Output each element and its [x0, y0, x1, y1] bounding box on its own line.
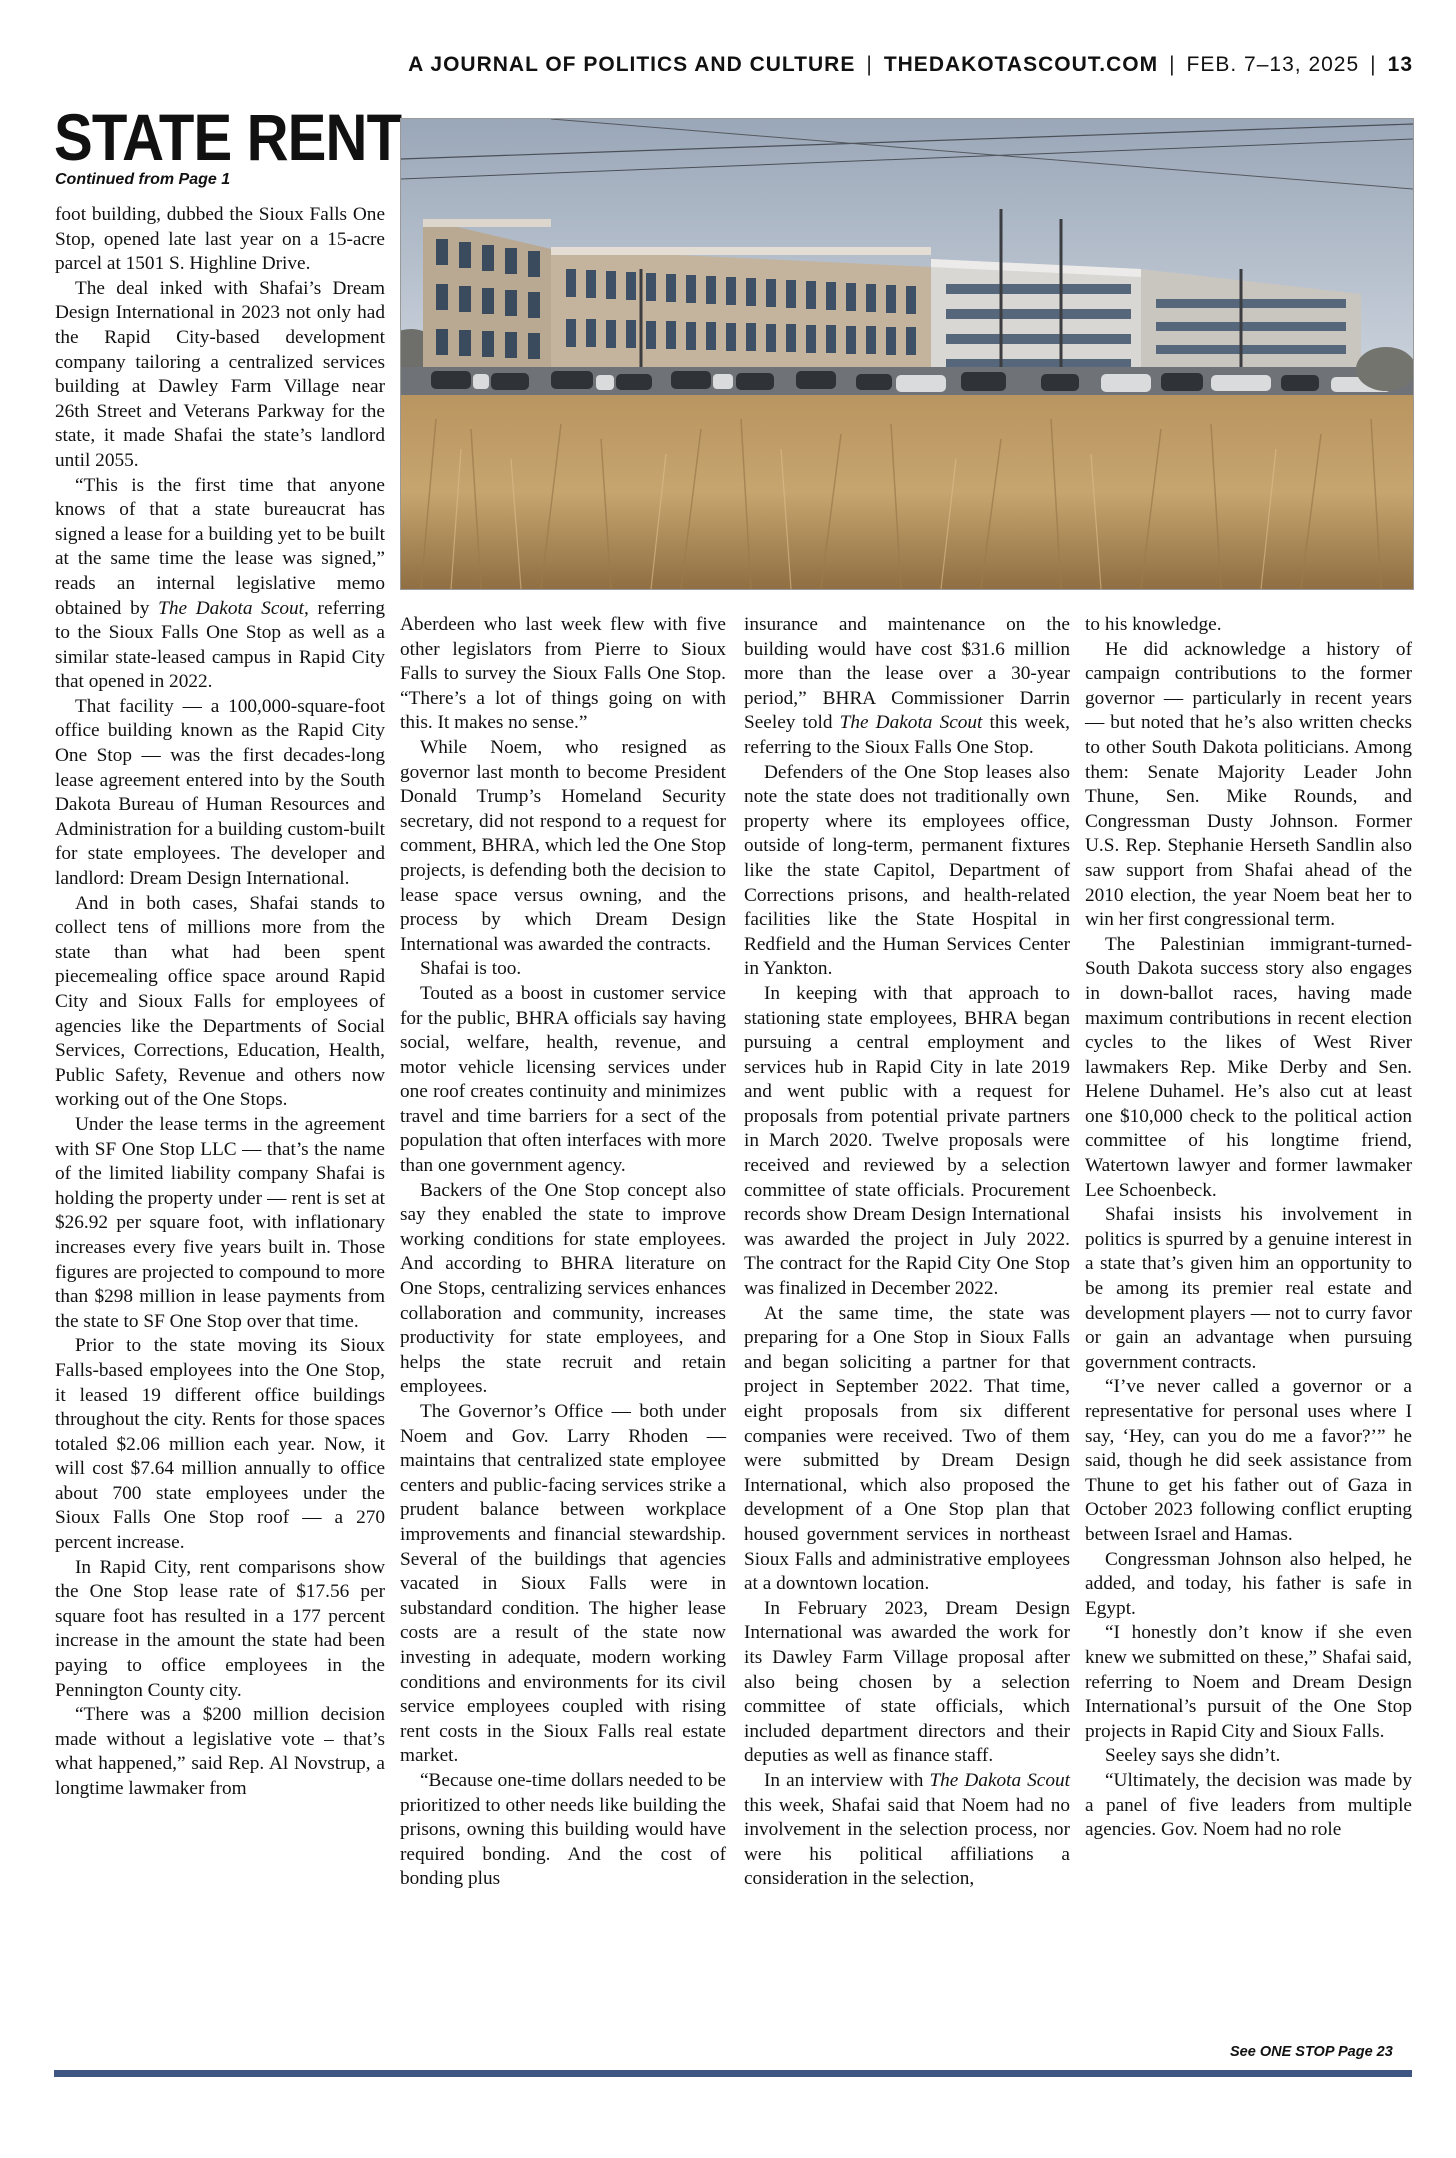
paragraph: While Noem, who resigned as governor last month to become President Donald Trump’s Homeland Security secretary, did not respond to a request for comment, BHRA, which led the One Stop projects, is defending both the decision to lease space versus owning, and the process by which Dream Design International was awarded the contracts.: [400, 736, 726, 955]
paragraph: to his knowledge.: [1085, 614, 1222, 635]
paragraph: At the same time, the state was preparing for a One Stop in Sioux Falls and began soliciting a partner for that project in September 2022. That time, eight proposals from six different companies were received. Two of them were submitted by Dream Design International, which also proposed the development of a One Stop plan that housed government services in northeast Sioux Falls and administrative employees at a downtown location.: [744, 1302, 1070, 1595]
article-column-1: [55, 203, 385, 1802]
paragraph: The Palestinian immigrant-turned-South Dakota success story also engages in down-ballot races, having made maximum contributions in recent election cycles to the likes of West River lawmakers Rep. Mike Derby and Sen. Helene Duhamel. He’s also cut at least one $10,000 check to the political action committee of his longtime friend, Watertown lawyer and former lawmaker Lee Schoenbeck.: [1085, 933, 1412, 1201]
issue-date: FEB. 7–13, 2025: [1186, 53, 1360, 76]
paragraph: “Because one-time dollars needed to be prioritized to other needs like building the prisons, owning this building would have required bonding. And the cost of bonding plus: [400, 1769, 726, 1890]
paragraph: In February 2023, Dream Design International was awarded the work for its Dawley Farm Village proposal after also being chosen by a selection committee of state officials, which included department directors and their deputies as well as finance staff.: [744, 1597, 1070, 1767]
paragraph: insurance and maintenance on the building would have cost $31.6 million more than the lease over a 30-year period,” BHRA Commissioner Darrin Seeley told The Dakota Scout this week, referring to the Sioux Falls One Stop.: [744, 614, 1071, 758]
page-number: 13: [1387, 53, 1413, 76]
paragraph: Under the lease terms in the agreement with SF One Stop LLC — that’s the name of the limited liability company Shafai is holding the property under — rent is set at $26.92 per square foot, with inflationary increases every five years built in. Those figures are projected to compound to more than $298 million in lease payments from the state to SF One Stop over that time.: [55, 1113, 385, 1332]
article-headline: STATE RENT: [54, 100, 402, 174]
paragraph: And in both cases, Shafai stands to collect tens of millions more from the state than what had been spent piecemealing office space around Rapid City and Sioux Falls for employees of agencies like the Departments of Social Services, Corrections, Education, Health, Public Safety, Revenue and others now working out of the One Stops.: [55, 892, 385, 1111]
paragraph: The Governor’s Office — both under Noem and Gov. Larry Rhoden — maintains that centralized state employee centers and public-facing services strike a prudent balance between workplace improvements and financial stewardship. Several of the buildings that agencies vacated in Sioux Falls were in substandard condition. The higher lease costs are a result of the state now investing in adequate, modern working conditions and environments for its civil service employees coupled with rising rent costs in the Sioux Falls real estate market.: [400, 1401, 726, 1767]
paragraph: He did acknowledge a history of campaign contributions to the former governor — particularly in recent years — but noted that he’s also written checks to other South Dakota politicians. Among them: Senate Majority Leader John Thune, Sen. Mike Rounds, and Congressman Dusty Johnson. Former U.S. Rep. Stephanie Herseth Sandlin also saw support from Shafai ahead of the 2010 election, the year Noem beat her to win her first congressional term.: [1085, 638, 1412, 931]
paragraph: “I’ve never called a governor or a representative for personal uses where I say, ‘Hey, can you do me a favor?’” he said, though he did seek assistance from Thune to get his father out of Gaza in October 2023 following conflict erupting between Israel and Hamas.: [1085, 1376, 1412, 1545]
website-link[interactable]: THEDAKOTASCOUT.COM: [883, 53, 1159, 76]
paragraph: In an interview with The Dakota Scout this week, Shafai said that Noem had no involvement in the selection process, nor were his political affiliations a consideration in the selection,: [744, 1769, 1070, 1890]
page-header: [408, 48, 1413, 82]
paragraph: Congressman Johnson also helped, he added, and today, his father is safe in Egypt.: [1085, 1548, 1412, 1619]
paragraph: In keeping with that approach to stationing state employees, BHRA began pursuing a central employment and services hub in Rapid City in late 2019 and went public with a request for proposals from potential private partners in March 2020. Twelve proposals were received and reviewed by a selection committee of state officials. Procurement records show Dream Design International was awarded the project in July 2022. The contract for the Rapid City One Stop was finalized in December 2022.: [744, 982, 1070, 1300]
paragraph: foot building, dubbed the Sioux Falls One Stop, opened late last year on a 15-acre parcel at 1501 S. Highline Drive.: [55, 204, 385, 275]
paragraph: The deal inked with Shafai’s Dream Design International in 2023 not only had the Rapid City-based development company tailoring a centralized services building at Dawley Farm Village near 26th Street and Veterans Parkway for the state, it made Shafai the state’s landlord until 2055.: [55, 277, 385, 471]
paragraph: Backers of the One Stop concept also say they enabled the state to improve working conditions for state employees. And according to BHRA literature on One Stops, centralizing services enhances collaboration and community, increases productivity for state employees, and helps the state recruit and retain employees.: [400, 1179, 726, 1398]
paragraph: Seeley says she didn’t.: [1105, 1745, 1281, 1767]
paragraph: “There was a $200 million decision made without a legislative vote – that’s what happened,” said Rep. Al Novstrup, a longtime lawmaker from: [55, 1704, 385, 1799]
article-column-3: [744, 613, 1070, 1892]
article-column-2: [400, 613, 726, 1892]
paragraph: “This is the first time that anyone knows of that a state bureaucrat has signed a lease for a building yet to be built at the same time the lease was signed,” reads an internal legislative memo obtained by The Dakota Scout, referring to the Sioux Falls One Stop as well as a similar state-leased campus in Rapid City that opened in 2022.: [55, 474, 385, 693]
paragraph: Touted as a boost in customer service for the public, BHRA officials say having social, welfare, health, revenue, and motor vehicle licensing services under one roof creates continuity and minimizes travel and time barriers for a sect of the population that often interfaces with more than one government agency.: [400, 982, 726, 1177]
paragraph: “I honestly don’t know if she even knew we submitted on these,” Shafai said, referring to Noem and Dream Design International’s pursuit of the One Stop projects in Rapid City and Sioux Falls.: [1085, 1622, 1412, 1742]
continued-from-label: Continued from Page 1: [55, 171, 231, 188]
paragraph: Shafai is too.: [420, 958, 522, 980]
header-separator: |: [866, 53, 873, 76]
paragraph: Prior to the state moving its Sioux Falls-based employees into the One Stop, it leased 19 different office buildings throughout the city. Rents for those spaces totaled $2.06 million each year. Now, it will cost $7.64 million annually to office about 700 state employees under the Sioux Falls One Stop roof — a 270 percent increase.: [55, 1335, 385, 1554]
paragraph: Shafai insists his involvement in politics is spurred by a genuine interest in a state that’s given him an opportunity to be among its premier real estate and development players — not to curry favor or gain an advantage when pursuing government contracts.: [1085, 1204, 1412, 1373]
paragraph: Defenders of the One Stop leases also note the state does not traditionally own property where its employees office, outside of long-term, permanent fixtures like the state Capitol, Department of Corrections prisons, and health-related facilities like the State Hospital in Redfield and the Human Services Center in Yankton.: [744, 761, 1070, 980]
footer-rule: [54, 2070, 1412, 2077]
paragraph: Aberdeen who last week flew with five other legislators from Pierre to Sioux Falls to survey the Sioux Falls One Stop. “There’s a lot of things going on with this. It makes no sense.”: [400, 614, 726, 734]
jump-link[interactable]: See ONE STOP Page 23: [1230, 2044, 1393, 2060]
paragraph: In Rapid City, rent comparisons show the One Stop lease rate of $17.56 per square foot has resulted in a 177 percent increase in the amount the state had been paying to office employees in the Pennington County city.: [55, 1556, 385, 1701]
paragraph: That facility — a 100,000-square-foot office building known as the Rapid City One Stop — was the first decades-long lease agreement entered into by the South Dakota Bureau of Human Resources and Administration for a building custom-built for state employees. The developer and landlord: Dream Design International.: [55, 695, 385, 890]
publication-tagline: A JOURNAL OF POLITICS AND CULTURE: [408, 53, 856, 76]
paragraph: “Ultimately, the decision was made by a panel of five leaders from multiple agencies. Gov. Noem had no role: [1085, 1769, 1412, 1841]
building-photo: [400, 118, 1414, 590]
header-separator: |: [1169, 53, 1176, 76]
header-separator: |: [1370, 53, 1377, 76]
article-column-4: [1085, 613, 1412, 1843]
